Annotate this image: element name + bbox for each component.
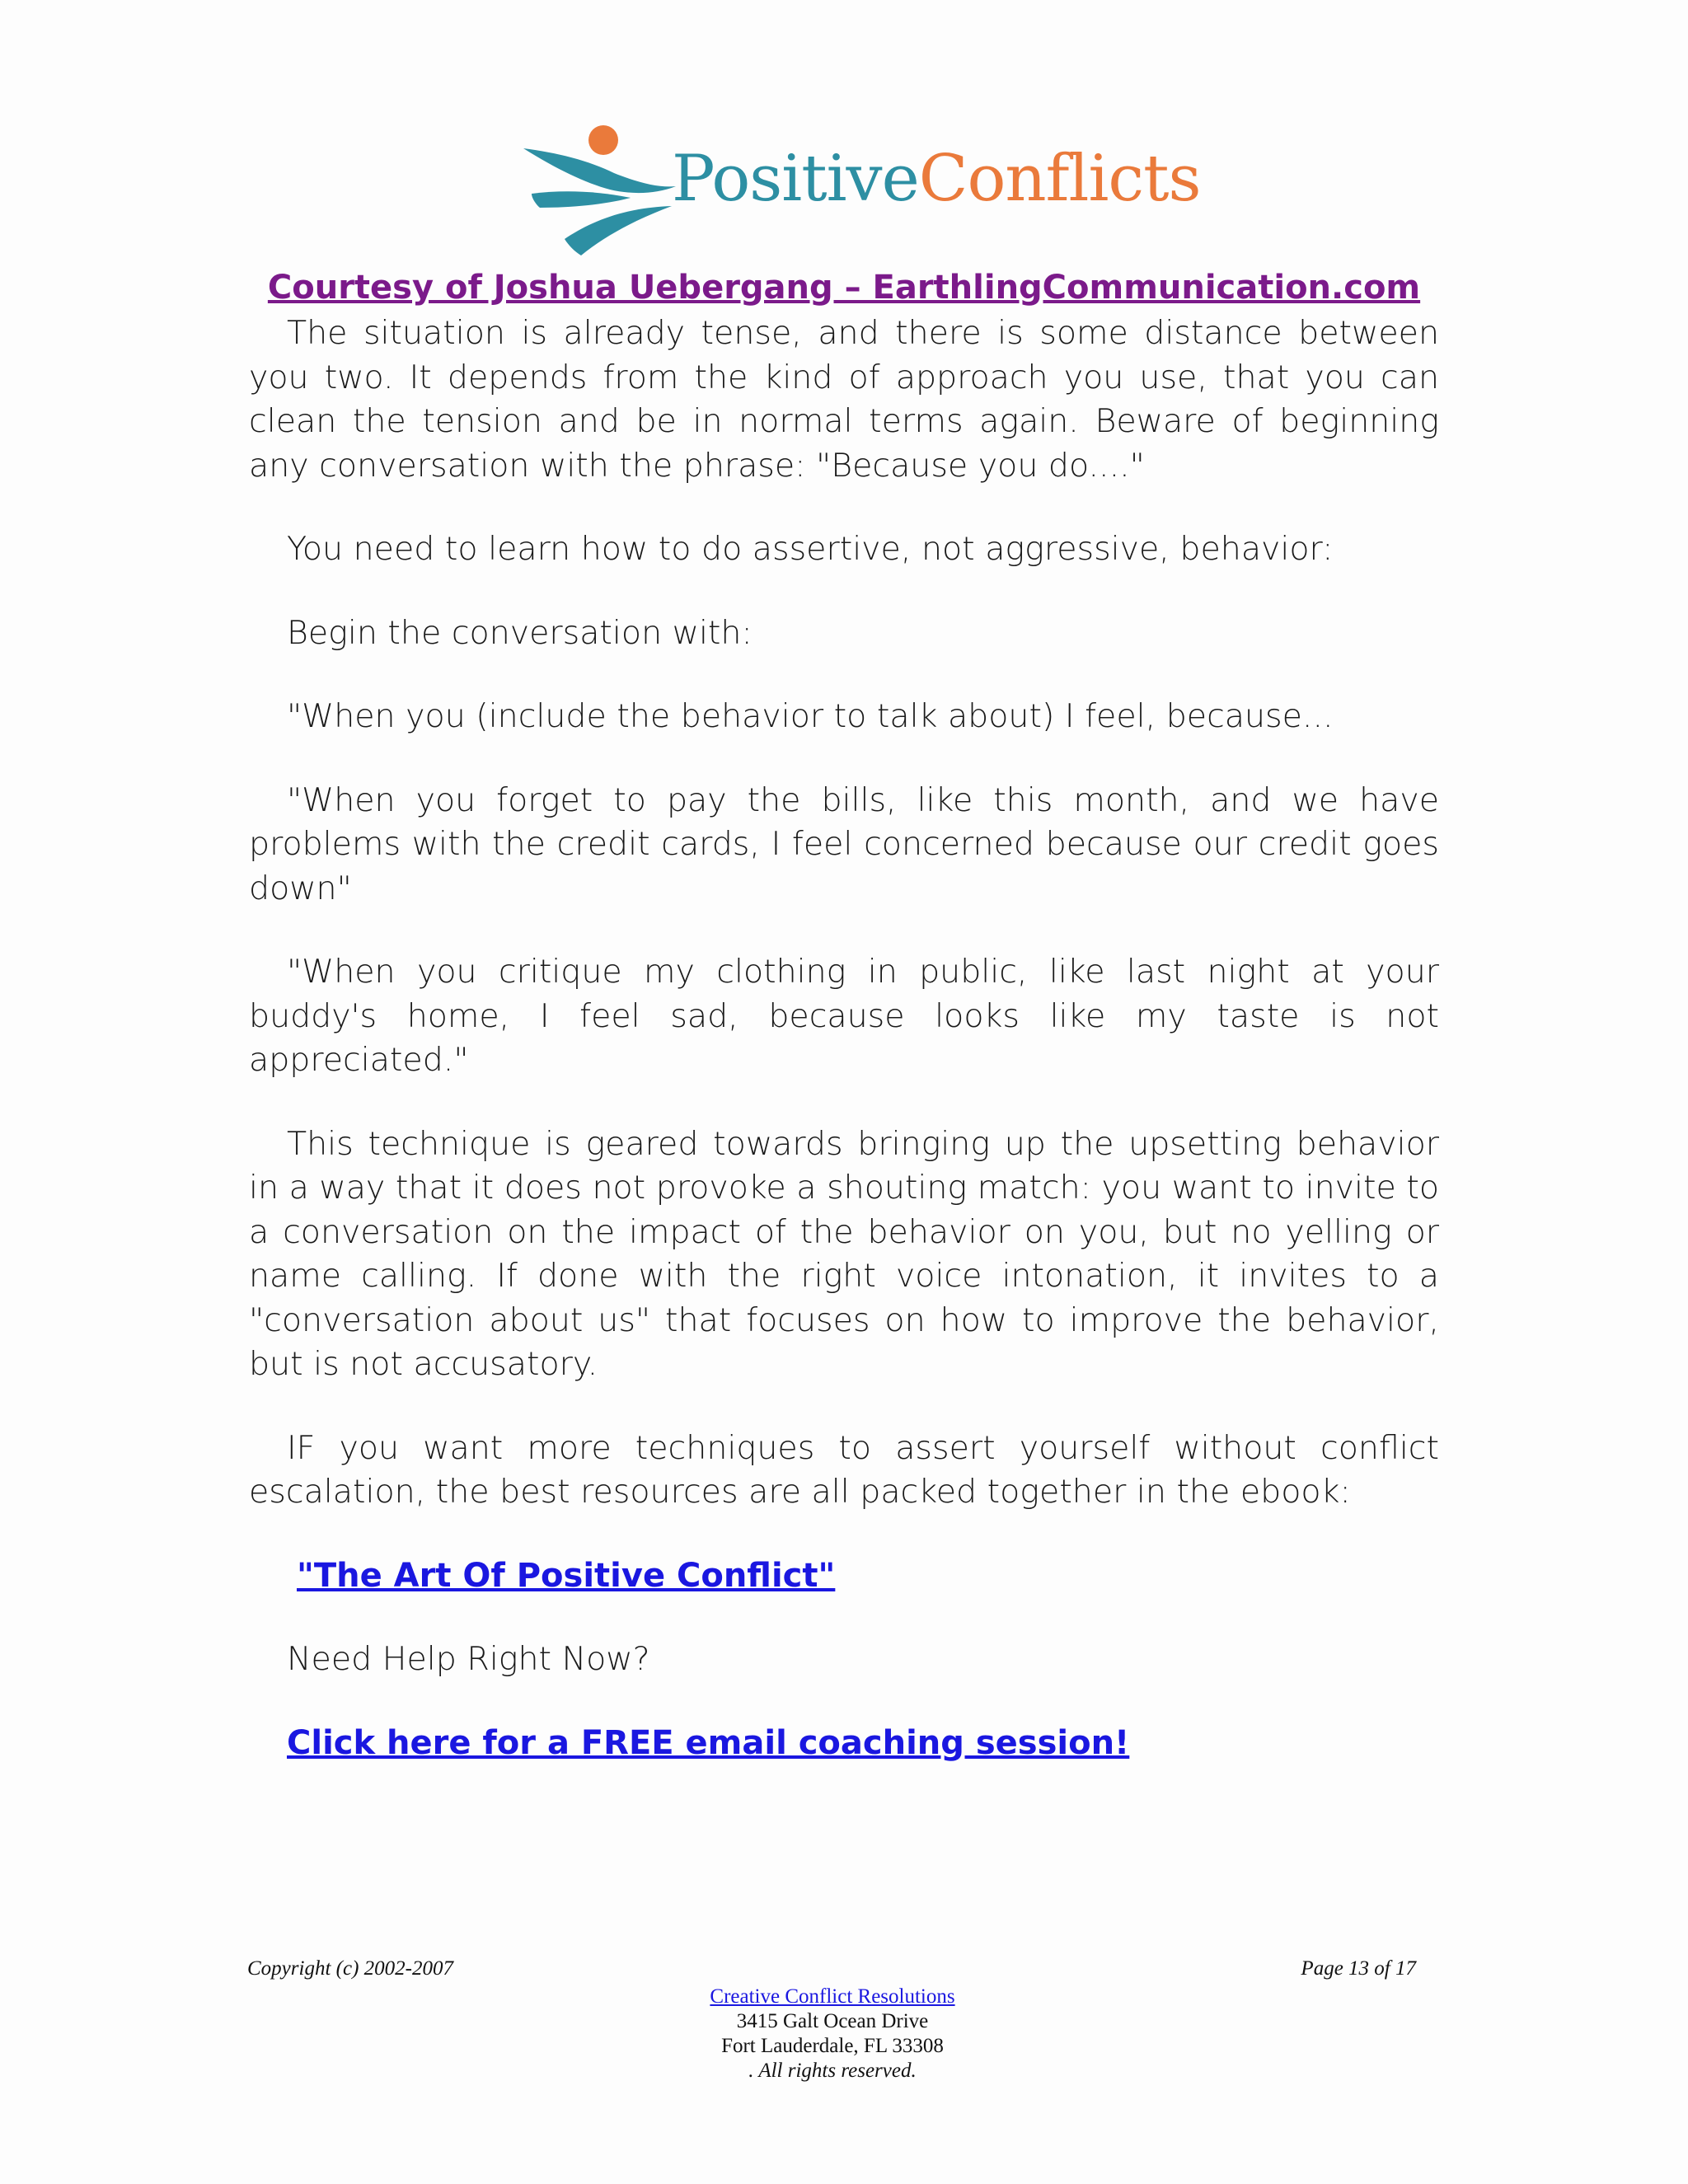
positive-conflicts-logo [515, 115, 1201, 264]
coaching-link-row [249, 1722, 1439, 1766]
rights-text: . All rights reserved. [748, 2060, 917, 2082]
paragraph: "When you forget to pay the bills, like this month, and we have problems with the credit cards, I feel concerned because our credit goes down" [249, 780, 1439, 907]
copyright-text: Copyright (c) 2002-2007 [247, 1957, 453, 1980]
page-number: Page 13 of 17 [1301, 1957, 1416, 1980]
footer-row [247, 1957, 1418, 1981]
logo-wordmark [672, 142, 1200, 216]
company-link[interactable]: Creative Conflict Resolutions [710, 1985, 955, 2008]
page-footer [247, 1957, 1418, 2083]
coaching-link[interactable]: Click here for a FREE email coaching session! [287, 1723, 1130, 1762]
ebook-link[interactable]: "The Art Of Positive Conflict" [297, 1556, 836, 1595]
courtesy-link[interactable]: Courtesy of Joshua Uebergang – EarthlingCommunication.com [267, 269, 1421, 307]
article-body [249, 312, 1439, 1765]
footer-address [247, 1985, 1418, 2083]
logo-figure-icon [515, 115, 680, 264]
paragraph: Begin the conversation with: [287, 613, 753, 652]
ebook-link-row [249, 1554, 1439, 1599]
paragraph: You need to learn how to do assertive, not aggressive, behavior: [287, 530, 1334, 568]
logo-word-conflicts: Conflicts [918, 142, 1201, 216]
address-line-1: 3415 Galt Ocean Drive [736, 2010, 929, 2032]
help-text: Need Help Right Now? [287, 1640, 650, 1678]
paragraph: "When you critique my clothing in public, like last night at your buddy's home, I feel sad, because looks like my taste is not appreciated." [249, 953, 1439, 1079]
paragraph: The situation is already tense, and there is some distance between you two. It depends from the kind of approach you use, that you can clean the tension and be in normal terms again. Beware of beginning any conversation with the phrase: "Because you do...." [249, 314, 1439, 485]
paragraph: This technique is geared towards bringing up the upsetting behavior in a way that it does not provoke a shouting match: you want to invite to a conversation on the impact of the behavior on you, but no yelling or name calling. If done with the right voice intonation, it invites to a "conversation about us" that focuses on how to improve the behavior, but is not accusatory. [249, 1124, 1439, 1383]
address-line-2: Fort Lauderdale, FL 33308 [721, 2035, 944, 2057]
paragraph: "When you (include the behavior to talk about) I feel, because... [287, 697, 1334, 735]
courtesy-line [0, 265, 1688, 310]
paragraph: IF you want more techniques to assert yourself without conflict escalation, the best resources are all packed together in the ebook: [249, 1428, 1439, 1511]
logo-word-positive: Positive [672, 142, 919, 216]
